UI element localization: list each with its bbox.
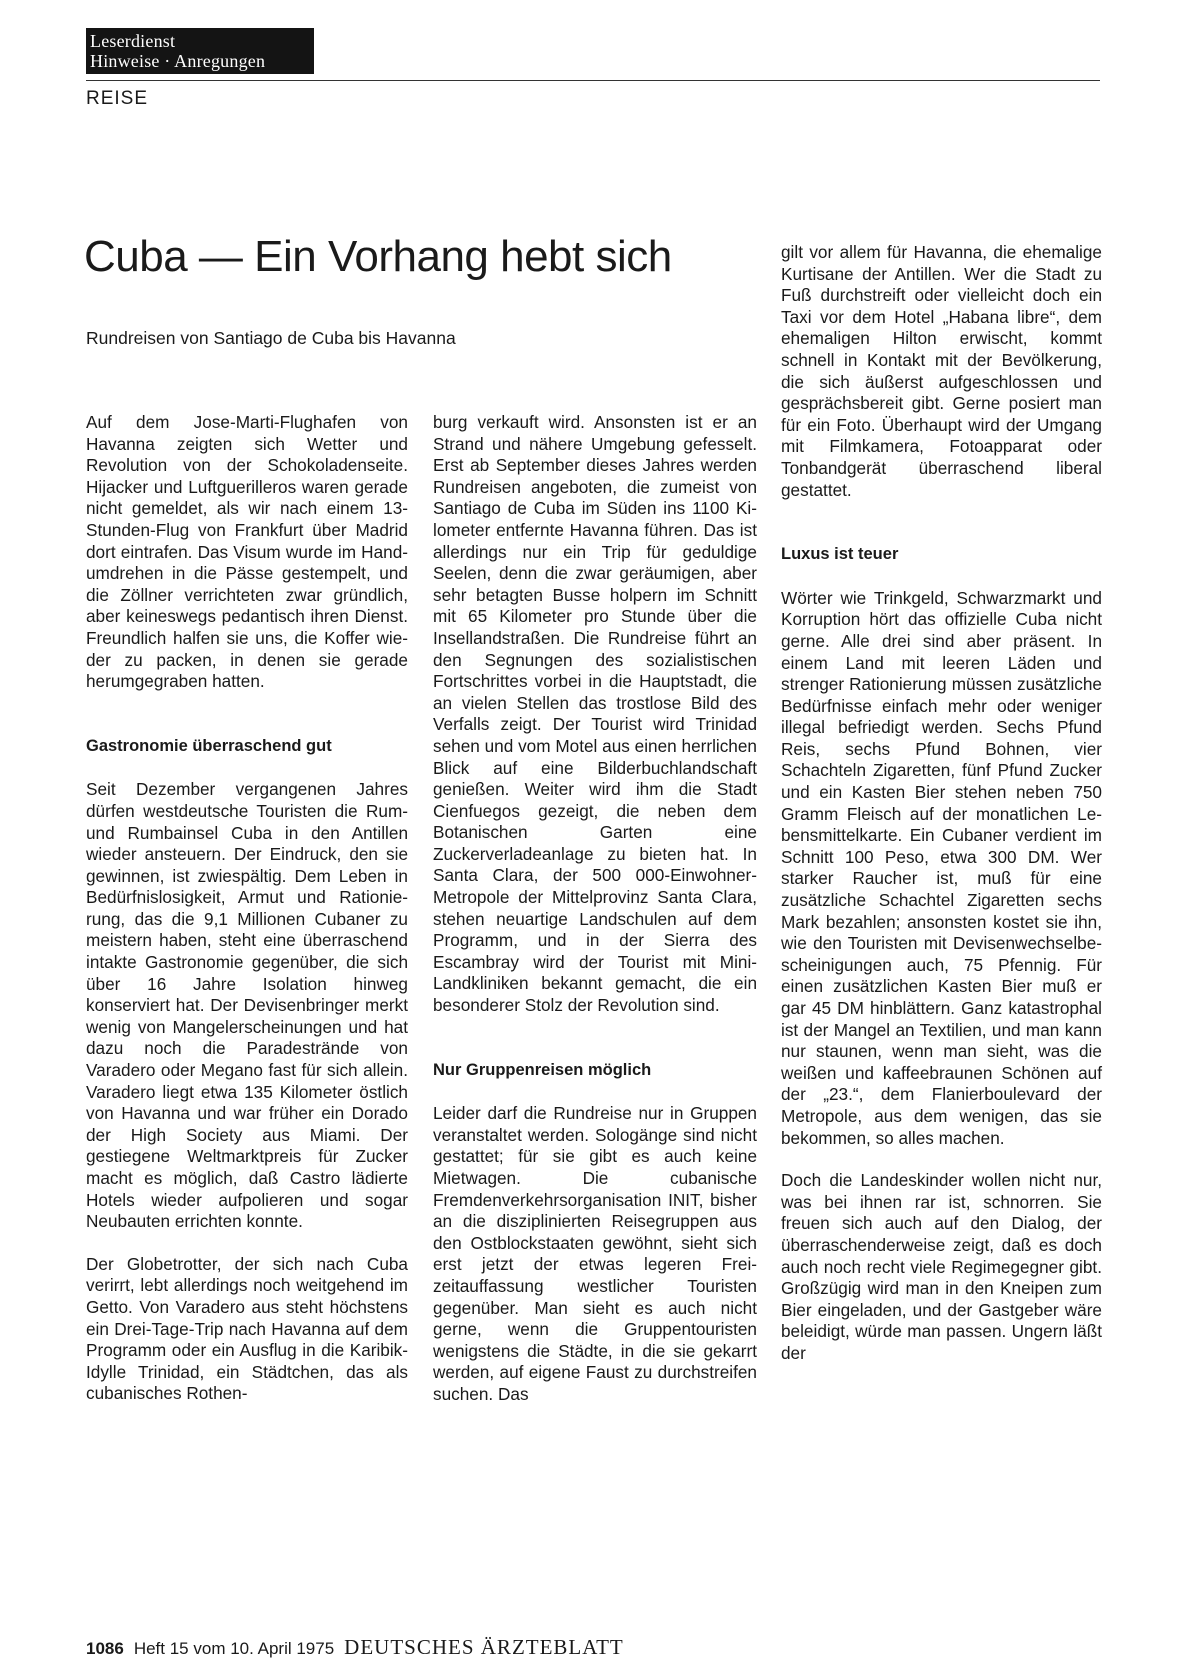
text-column-2	[433, 412, 757, 1406]
paragraph: Leider darf die Rundreise nur in Gruppen veranstaltet werden. Sologänge sind nicht gestattet; für sie gibt es auch keine Mietwagen. Die cubanische Fremdenverkehrsorganisation INIT, bisher an die disziplinierten Reisegruppen aus den Ostblockstaaten gewöhnt, sieht sich erst jetzt der etwas legeren Freizeitauffassung westlicher Touristen gegenüber. Man sieht es auch nicht gerne, wenn die Gruppentouristen wenigstens die Städte, in die sie gekarrt werden, auf eigene Faust zu durchstreifen suchen. Das	[433, 1103, 757, 1404]
text-column-3	[781, 242, 1102, 1365]
journal-name: DEUTSCHES ÄRZTEBLATT	[344, 1635, 624, 1659]
text-column-1	[86, 412, 408, 1405]
section-heading: Luxus ist teuer	[781, 545, 899, 564]
service-subtitle: Hinweise · Anregungen	[90, 51, 266, 71]
section-heading: Nur Gruppenreisen möglich	[433, 1060, 652, 1079]
paragraph: Doch die Landeskinder wollen nicht nur, was bei ihnen rar ist, schnorren. Sie freuen sich auch auf den Dialog, der überraschenderweise zeigt, daß es doch auch noch recht viele Regimegegner gibt. Großzügig wird man in den Kneipen zum Bier eingeladen, und der Gastgeber wäre beleidigt, würde man passen. Ungern läßt der	[781, 1170, 1102, 1363]
section-label: REISE	[86, 88, 149, 109]
article-title: Cuba — Ein Vorhang hebt sich	[84, 232, 672, 281]
paragraph: Seit Dezember vergangenen Jahres dürfen westdeutsche Touristen die Rum- und Rumbainsel Cuba in den Antillen wieder ansteuern. Der Eindruck, den sie gewinnen, ist zwiespältig. Dem Leben in Bedürfnislosigkeit, Armut und Rationierung, das die 9,1 Millionen Cubaner zu meistern haben, steht eine überraschend intakte Gastronomie gegenüber, die sich über 16 Jahre Isolation hinweg konserviert hat. Der Devisenbringer merkt wenig von Mangelerscheinungen und hat dazu noch die Paradestrände von Varadero oder Megano fast für sich allein. Varadero liegt etwa 135 Kilometer östlich von Havanna und war früher ein Dorado der High Society aus Miami. Der gestiegene Weltmarktpreis für Zucker macht es möglich, daß Castro lädierte Hotels wieder aufpolieren und sogar Neubauten errichten konnte.	[86, 779, 408, 1232]
reader-service-box	[86, 28, 314, 74]
service-title: Leserdienst	[90, 31, 176, 51]
issue-info: Heft 15 vom 10. April 1975	[133, 1639, 335, 1658]
paragraph: gilt vor allem für Havanna, die ehemalige Kurtisane der Antillen. Wer die Stadt zu Fuß durchstreift oder vielleicht doch ein Taxi vor dem Hotel „Habana libre“, dem ehemaligen Hilton erwischt, kommt schnell in Kontakt mit der Bevölkerung, die sich äußerst aufgeschlossen und gesprächsbereit gibt. Gerne posiert man für ein Foto. Überhaupt wird der Umgang mit Filmkamera, Fotoapparat oder Tonbandgerät überraschend liberal gestattet.	[781, 242, 1102, 500]
header-rule	[86, 80, 1100, 81]
article-subtitle: Rundreisen von Santiago de Cuba bis Havanna	[86, 328, 456, 348]
paragraph: Auf dem Jose-Marti-Flughafen von Havanna zeigten sich Wetter und Revolution von der Schokoladenseite. Hijacker und Luftguerilleros waren gerade nicht gemeldet, als wir nach einem 13-Stunden-Flug von Frankfurt über Madrid dort eintrafen. Das Visum wurde im Handumdrehen in die Pässe gestempelt, und die Zöllner verrichteten zwar gründlich, aber keineswegs pedantisch ihren Dienst. Freundlich halfen sie uns, die Koffer wieder zu packen, in denen sie gerade herumgegraben hatten.	[86, 412, 408, 692]
paragraph: Der Globetrotter, der sich nach Cuba verirrt, lebt allerdings noch weitgehend im Getto. Von Varadero aus steht höchstens ein Drei-Tage-Trip nach Havanna auf dem Programm oder ein Ausflug in die Karibik-Idylle Trinidad, ein Städtchen, das als cubanisches Rothen-	[86, 1253, 408, 1404]
paragraph: burg verkauft wird. Ansonsten ist er an Strand und nähere Umgebung gefesselt. Erst ab September dieses Jahres werden Rundreisen angeboten, die zumeist von Santiago de Cuba im Süden ins 1100 Kilometer entfernte Havanna führen. Das ist allerdings nur ein Trip für geduldige Seelen, denn die zwar geräumigen, aber sehr betagten Busse holpern im Schnitt mit 65 Kilometer pro Stunde über die Insellandstraßen. Die Rundreise führt an den Segnungen des sozialistischen Fortschrittes vorbei in die Hauptstadt, die an vielen Stellen das trostlose Bild des Verfalls zeigt. Der Tourist wird Trinidad sehen und vom Motel aus einen herrlichen Blick auf eine Bilderbuchlandschaft genießen. Weiter wird ihm die Stadt Cienfuegos gezeigt, die neben dem Botanischen Garten eine Zuckerverladeanlage zu bieten hat. In Santa Clara, der 500 000-Einwohner-Metropole der Mittelprovinz Santa Clara, stehen neuartige Landschulen auf dem Programm, und in der Sierra des Escambray wird der Tourist mit Mini-Landkliniken bekannt gemacht, die ein besonderer Stolz der Revolution sind.	[433, 412, 757, 1016]
page-number: 1086	[86, 1639, 124, 1658]
page-footer	[86, 1635, 624, 1660]
paragraph: Wörter wie Trinkgeld, Schwarzmarkt und Korruption hört das offizielle Cuba nicht gerne. Alle drei sind aber präsent. In einem Land mit leeren Läden und strenger Rationierung müssen zusätzliche Bedürfnisse einfach mehr oder weniger illegal befriedigt werden. Sechs Pfund Reis, sechs Pfund Bohnen, vier Schachteln Zigaretten, fünf Pfund Zucker und ein Kasten Bier stehen neben 750 Gramm Fleisch auf der monatlichen Lebensmittelkarte. Ein Cubaner verdient im Schnitt 100 Peso, etwa 300 DM. Wer starker Raucher ist, muß für eine zusätzliche Schachtel Zigaretten sechs Mark bezahlen; ansonsten kostet sie ihn, wie den Touristen mit Devisenwechselbescheinigungen auch, 75 Pfennig. Für einen zusätzlichen Kasten Bier muß er gar 45 DM hinblättern. Ganz katastrophal ist der Mangel an Textilien, und man kann nur staunen, wenn man sieht, was die weißen und kaffeebraunen Schönen auf der „23.“, dem Flanierboulevard der Metropole, aus dem wenigen, das sie bekommen, so alles machen.	[781, 587, 1102, 1148]
section-heading: Gastronomie überraschend gut	[86, 736, 332, 755]
